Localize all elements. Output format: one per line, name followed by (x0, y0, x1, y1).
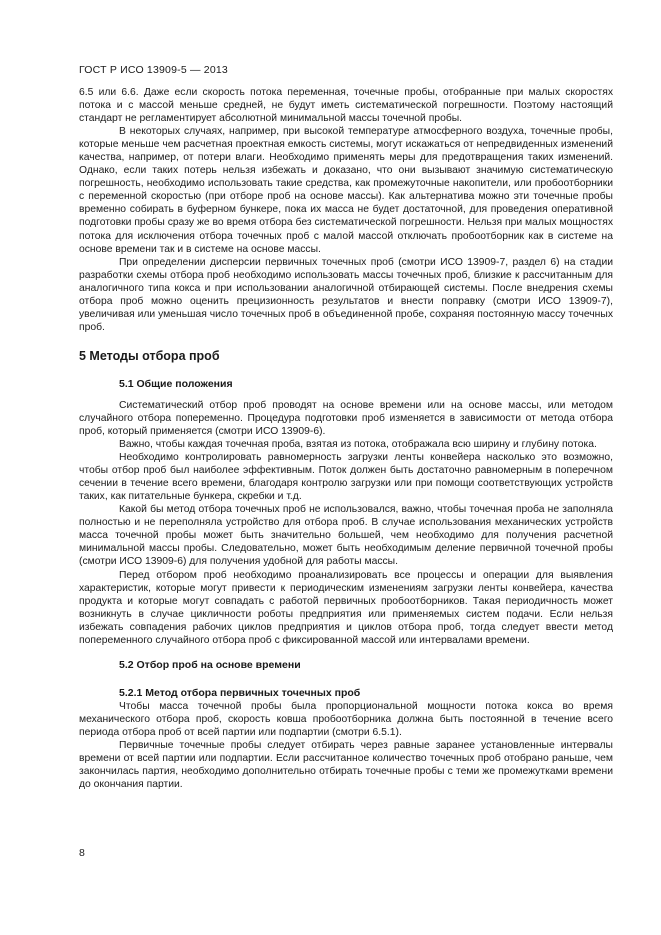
paragraph-moisture-loss: В некоторых случаях, например, при высокой температуре атмосферного воздуха, точечные пробы, которые меньше чем расчетная проектная емкость системы, могут искажаться от непредвиденных изменений качества, например, от потери влаги. Необходимо применять меры для предотвращения таких изменений. Однако, если таких потерь нельзя избежать и доказано, что они вызывают значимую систематическую погрешность, необходимо использовать такие средства, как промежуточные накопители, или пробоотборники с переменной скоростью (при отборе проб на основе массы). Как альтернатива можно эти точечные пробы временно собирать в буферном бункере, пока их масса не будет достаточной, для проведения оперативной подготовки пробы сразу же во время отбора без систематической погрешности. Нельзя при малых мощностях потока для исключения отбора точечных проб с малой массой отключать пробоотборник как в системе на основе времени так и в системе на основе массы. (79, 126, 613, 255)
paragraph-5-1-uniformity: Необходимо контролировать равномерность загрузки ленты конвейера насколько это возможно, чтобы отбор проб был наиболее эффективным. Поток должен быть достаточно равномерным в поперечном сечении в течение всего времени, благодаря контролю загрузки или при помощи соответствующих устройств таких, как питательные бункера, скребки и т.д. (79, 452, 613, 503)
section-5-2-1-heading: 5.2.1 Метод отбора первичных точечных проб (119, 686, 361, 699)
paragraph-5-1-overfill: Какой бы метод отбора точечных проб не использовался, важно, чтобы точечная проба не заполняла полностью и не переполняла устройство для отбора проб. В случае использования механических устройств масса точечной пробы может быть значительно большей, чем необходимо для получения расчетной минимальной массы пробы. Следовательно, может быть необходимым деление первичной точечной пробы (смотри ИСО 13909-6) для получения удобной для работы массы. (79, 504, 613, 568)
document-header: ГОСТ Р ИСО 13909-5 — 2013 (79, 64, 228, 76)
document-body (79, 86, 613, 791)
paragraph-dispersion: При определении дисперсии первичных точечных проб (смотри ИСО 13909-7, раздел 6) на стадии разработки схемы отбора проб необходимо использовать массы точечных проб, близкие к рассчитанным для аналогичного типа кокса и при использовании аналогичной отбирающей системы. После внедрения схемы отбора проб можно оценить прецизионность результатов и внести поправку (смотри ИСО 13909-7), увеличивая или уменьшая число точечных проб в объединенной пробе, сохраняя постоянную массу точечных проб. (79, 256, 613, 333)
page-number: 8 (79, 847, 85, 859)
paragraph-5-2-1-proportional: Чтобы масса точечной пробы была пропорциональной мощности потока кокса во время механического отбора проб, скорость ковша пробоотборника должна быть постоянной в течение всего периода отбора проб от всей партии или подпартии (смотри 6.5.1). (79, 700, 613, 738)
paragraph-5-2-1-intervals: Первичные точечные пробы следует отбирать через равные заранее установленные интервалы времени от всей партии или подпартии. Если рассчитанное количество точечных проб отобрано раньше, чем закончилась партия, необходимо дополнительно отбирать точечные пробы с теми же промежутками времени до окончания партии. (79, 739, 613, 791)
paragraph-5-1-systematic: Систематический отбор проб проводят на основе времени или на основе массы, или методом случайного отбора попеременно. Процедура подготовки проб изменяется в зависимости от метода отбора проб, который применяется (смотри ИСО 13909-6). (79, 399, 613, 437)
paragraph-5-1-periodicity: Перед отбором проб необходимо проанализировать все процессы и операции для выявления характеристик, которые могут привести к периодическим изменениям загрузки ленты конвейера, качества продукта и которые могут совпадать с работой первичных пробоотборников. Такая периодичность может возникнуть в случае цикличности роботы предприятия или применяемых систем подачи. Если нельзя избежать совпадения рабочих циклов предприятия и циклов отбора проб, тогда следует ввести метод попеременного случайного отбора проб с фиксированной массой или интервалами времени. (79, 569, 613, 646)
section-5-1-heading: 5.1 Общие положения (119, 377, 233, 390)
paragraph-5-1-width-depth: Важно, чтобы каждая точечная проба, взятая из потока, отображала всю ширину и глубину потока. (119, 439, 597, 451)
section-5-heading: 5 Методы отбора проб (79, 348, 220, 363)
section-5-2-heading: 5.2 Отбор проб на основе времени (119, 658, 301, 671)
paragraph-continuation: 6.5 или 6.6. Даже если скорость потока переменная, точечные пробы, отобранные при малых скоростях потока и с массой меньше средней, не будут иметь систематической погрешности. Поэтому настоящий стандарт не регламентирует абсолютной минимальной массы точечной пробы. (79, 87, 613, 125)
